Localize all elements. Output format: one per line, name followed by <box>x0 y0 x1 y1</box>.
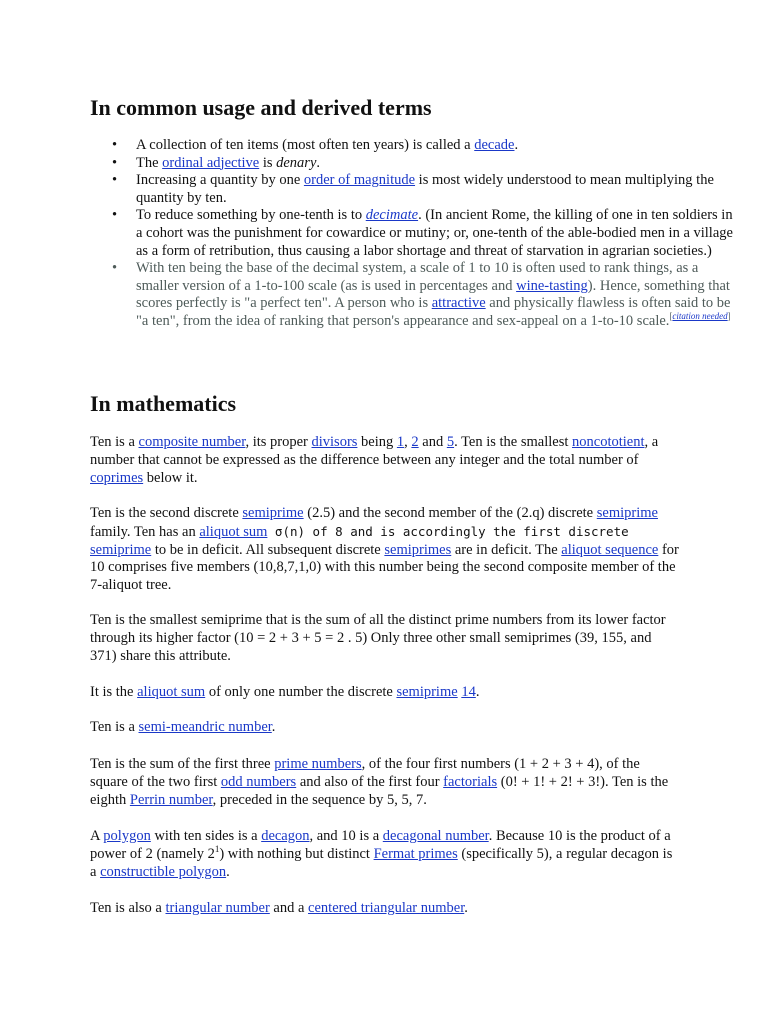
superscript-exponent: 1 <box>214 843 220 854</box>
paragraph <box>90 684 680 702</box>
text: With ten being the base of the decimal system, a scale of 1 to 10 is often used to rank things, as a smaller version of a 1-to-100 scale (as is used in percentages and <box>136 260 699 294</box>
text: . (In ancient Rome, the killing of one in ten soldiers in a cohort was the punishment for cowardice or mutiny; or, one-tenth of the able-bodied men in a village as a form of retribution, thus causing a labor shortage and threat of starvation in agrarian societies.) <box>136 207 733 259</box>
text: and <box>418 434 447 450</box>
text: Ten is also a <box>90 900 166 916</box>
link-polygon[interactable]: polygon <box>103 828 151 844</box>
link-2[interactable]: 2 <box>411 434 419 450</box>
text: of only one number the discrete <box>205 684 397 700</box>
text: . <box>514 137 519 153</box>
text: A collection of ten items (most often ten years) is called a <box>136 137 475 153</box>
citation-superscript <box>669 311 730 321</box>
text: are in deficit. The <box>451 541 562 558</box>
text: . <box>464 900 468 916</box>
paragraph <box>90 828 680 881</box>
text: A <box>90 828 104 844</box>
text: Ten is the second discrete <box>90 505 243 521</box>
text: family. Ten has an <box>90 523 200 540</box>
text: (2.5) and the second member of the (2.q) discrete <box>303 505 597 521</box>
list-item <box>136 172 736 207</box>
list-item <box>136 155 736 173</box>
link-ordinal-adjective[interactable]: ordinal adjective <box>162 154 260 171</box>
text: Ten is the sum of the first three <box>90 756 275 772</box>
link-odd-numbers[interactable]: odd numbers <box>220 773 297 790</box>
emphasis-denary: denary <box>276 154 317 171</box>
text: with ten sides is a <box>150 828 262 844</box>
link-decimate[interactable]: decimate <box>365 207 419 224</box>
text: Ten is a <box>90 434 139 450</box>
link-aliquot-sum[interactable]: aliquot sum <box>199 523 268 540</box>
link-divisors[interactable]: divisors <box>311 434 358 450</box>
text: below it. <box>143 469 198 486</box>
link-coprimes[interactable]: coprimes <box>90 469 144 486</box>
link-decagon[interactable]: decagon <box>261 828 310 844</box>
paragraph <box>90 434 680 487</box>
paragraph <box>90 505 680 595</box>
text: , and 10 is a <box>309 828 383 844</box>
text: , its proper <box>245 434 312 450</box>
link-noncototient[interactable]: noncototient <box>572 434 645 450</box>
link-composite-number[interactable]: composite number <box>138 434 246 450</box>
link-semi-meandric-number[interactable]: semi-meandric number <box>138 719 272 735</box>
text: . Ten is the smallest <box>454 434 573 450</box>
link-centered-triangular-number[interactable]: centered triangular number <box>308 900 465 916</box>
link-perrin-number[interactable]: Perrin number <box>129 791 213 808</box>
heading-mathematics: In mathematics <box>90 391 237 416</box>
link-5[interactable]: 5 <box>446 434 455 450</box>
heading-common-usage: In common usage and derived terms <box>90 95 432 120</box>
text: . Because 10 is the product of a power of 2 (namely 2 <box>90 828 671 862</box>
text: Ten is the smallest semiprime that is the sum of all the distinct prime numbers from its lower factor through its higher factor (10 = 2 + 3 + 5 = 2 . 5) Only three other small semiprimes (39, 155, and 371) share this attribute. <box>90 612 666 664</box>
link-decade[interactable]: decade <box>474 137 515 153</box>
text: The <box>136 154 163 171</box>
paragraph <box>90 756 680 809</box>
text: and also of the first four <box>296 773 444 790</box>
cite-bracket-close: ] <box>727 311 731 322</box>
text: (0! + 1! + 2! + 3!). Ten is the eighth <box>90 773 669 808</box>
text: ). Hence, something that scores perfectly is "a perfect ten". A person who is <box>136 277 730 312</box>
list-item <box>136 137 736 155</box>
text: , of the four first numbers (1 + 2 + 3 + 4), of the square of the two first <box>90 756 640 790</box>
paragraph <box>90 612 680 665</box>
link-1[interactable]: 1 <box>396 434 405 450</box>
link-triangular-number[interactable]: triangular number <box>165 900 270 916</box>
text: It is the <box>90 684 138 700</box>
text: , <box>404 434 412 450</box>
link-semiprime[interactable]: semiprime <box>396 684 458 700</box>
text: (specifically 5), a regular decagon is a <box>90 845 673 880</box>
link-semiprime[interactable]: semiprime <box>90 541 152 558</box>
text: To reduce something by one-tenth is to <box>136 207 366 224</box>
link-semiprime[interactable]: semiprime <box>242 505 304 521</box>
text: being <box>357 434 397 450</box>
list-item <box>136 207 736 260</box>
link-semiprimes[interactable]: semiprimes <box>384 541 452 558</box>
citation-needed-link[interactable]: citation needed <box>672 311 728 322</box>
paragraph <box>90 900 680 918</box>
text: . <box>226 863 230 880</box>
link-order-of-magnitude[interactable]: order of magnitude <box>303 172 416 189</box>
list-item <box>136 260 736 330</box>
paragraph <box>90 719 680 737</box>
text: Increasing a quantity by one <box>136 172 304 189</box>
link-semiprime[interactable]: semiprime <box>596 505 658 521</box>
text: , a number that cannot be expressed as the difference between any integer and the total number of <box>90 434 659 468</box>
text: , preceded in the sequence by 5, 5, 7. <box>212 791 427 808</box>
text: . <box>271 719 276 735</box>
common-usage-list <box>90 137 736 331</box>
link-attractive[interactable]: attractive <box>431 295 486 312</box>
text: is most widely understood to mean multiplying the quantity by ten. <box>136 172 714 206</box>
link-aliquot-sum[interactable]: aliquot sum <box>137 684 206 700</box>
cite-bracket-open: [ <box>669 311 673 322</box>
link-decagonal-number[interactable]: decagonal number <box>382 828 489 844</box>
link-wine-tasting[interactable]: wine-tasting <box>516 277 588 294</box>
link-aliquot-sequence[interactable]: aliquot sequence <box>561 541 659 558</box>
text: Ten is a <box>90 719 139 735</box>
link-fermat-primes[interactable]: Fermat primes <box>373 845 458 862</box>
text: and physically flawless is often said to be "a ten", from the idea of ranking that person's appearance and sex-appeal on a 1-to-10 scale. <box>136 295 731 329</box>
text: ) with nothing but distinct <box>219 845 374 862</box>
text: is <box>259 154 277 171</box>
link-14[interactable]: 14 <box>461 684 476 700</box>
text: and a <box>269 900 309 916</box>
text-sigma: σ(n) of 8 and is accordingly the first discrete <box>267 523 629 539</box>
link-prime-numbers[interactable]: prime numbers <box>274 756 362 772</box>
text: . <box>316 154 321 171</box>
text: for 10 comprises five members (10,8,7,1,0) with this number being the second composite member of the 7-aliquot tree. <box>90 541 679 594</box>
link-constructible-polygon[interactable]: constructible polygon <box>100 863 227 880</box>
link-factorials[interactable]: factorials <box>443 773 498 790</box>
text: . <box>475 684 480 700</box>
text: to be in deficit. All subsequent discrete <box>151 541 385 558</box>
